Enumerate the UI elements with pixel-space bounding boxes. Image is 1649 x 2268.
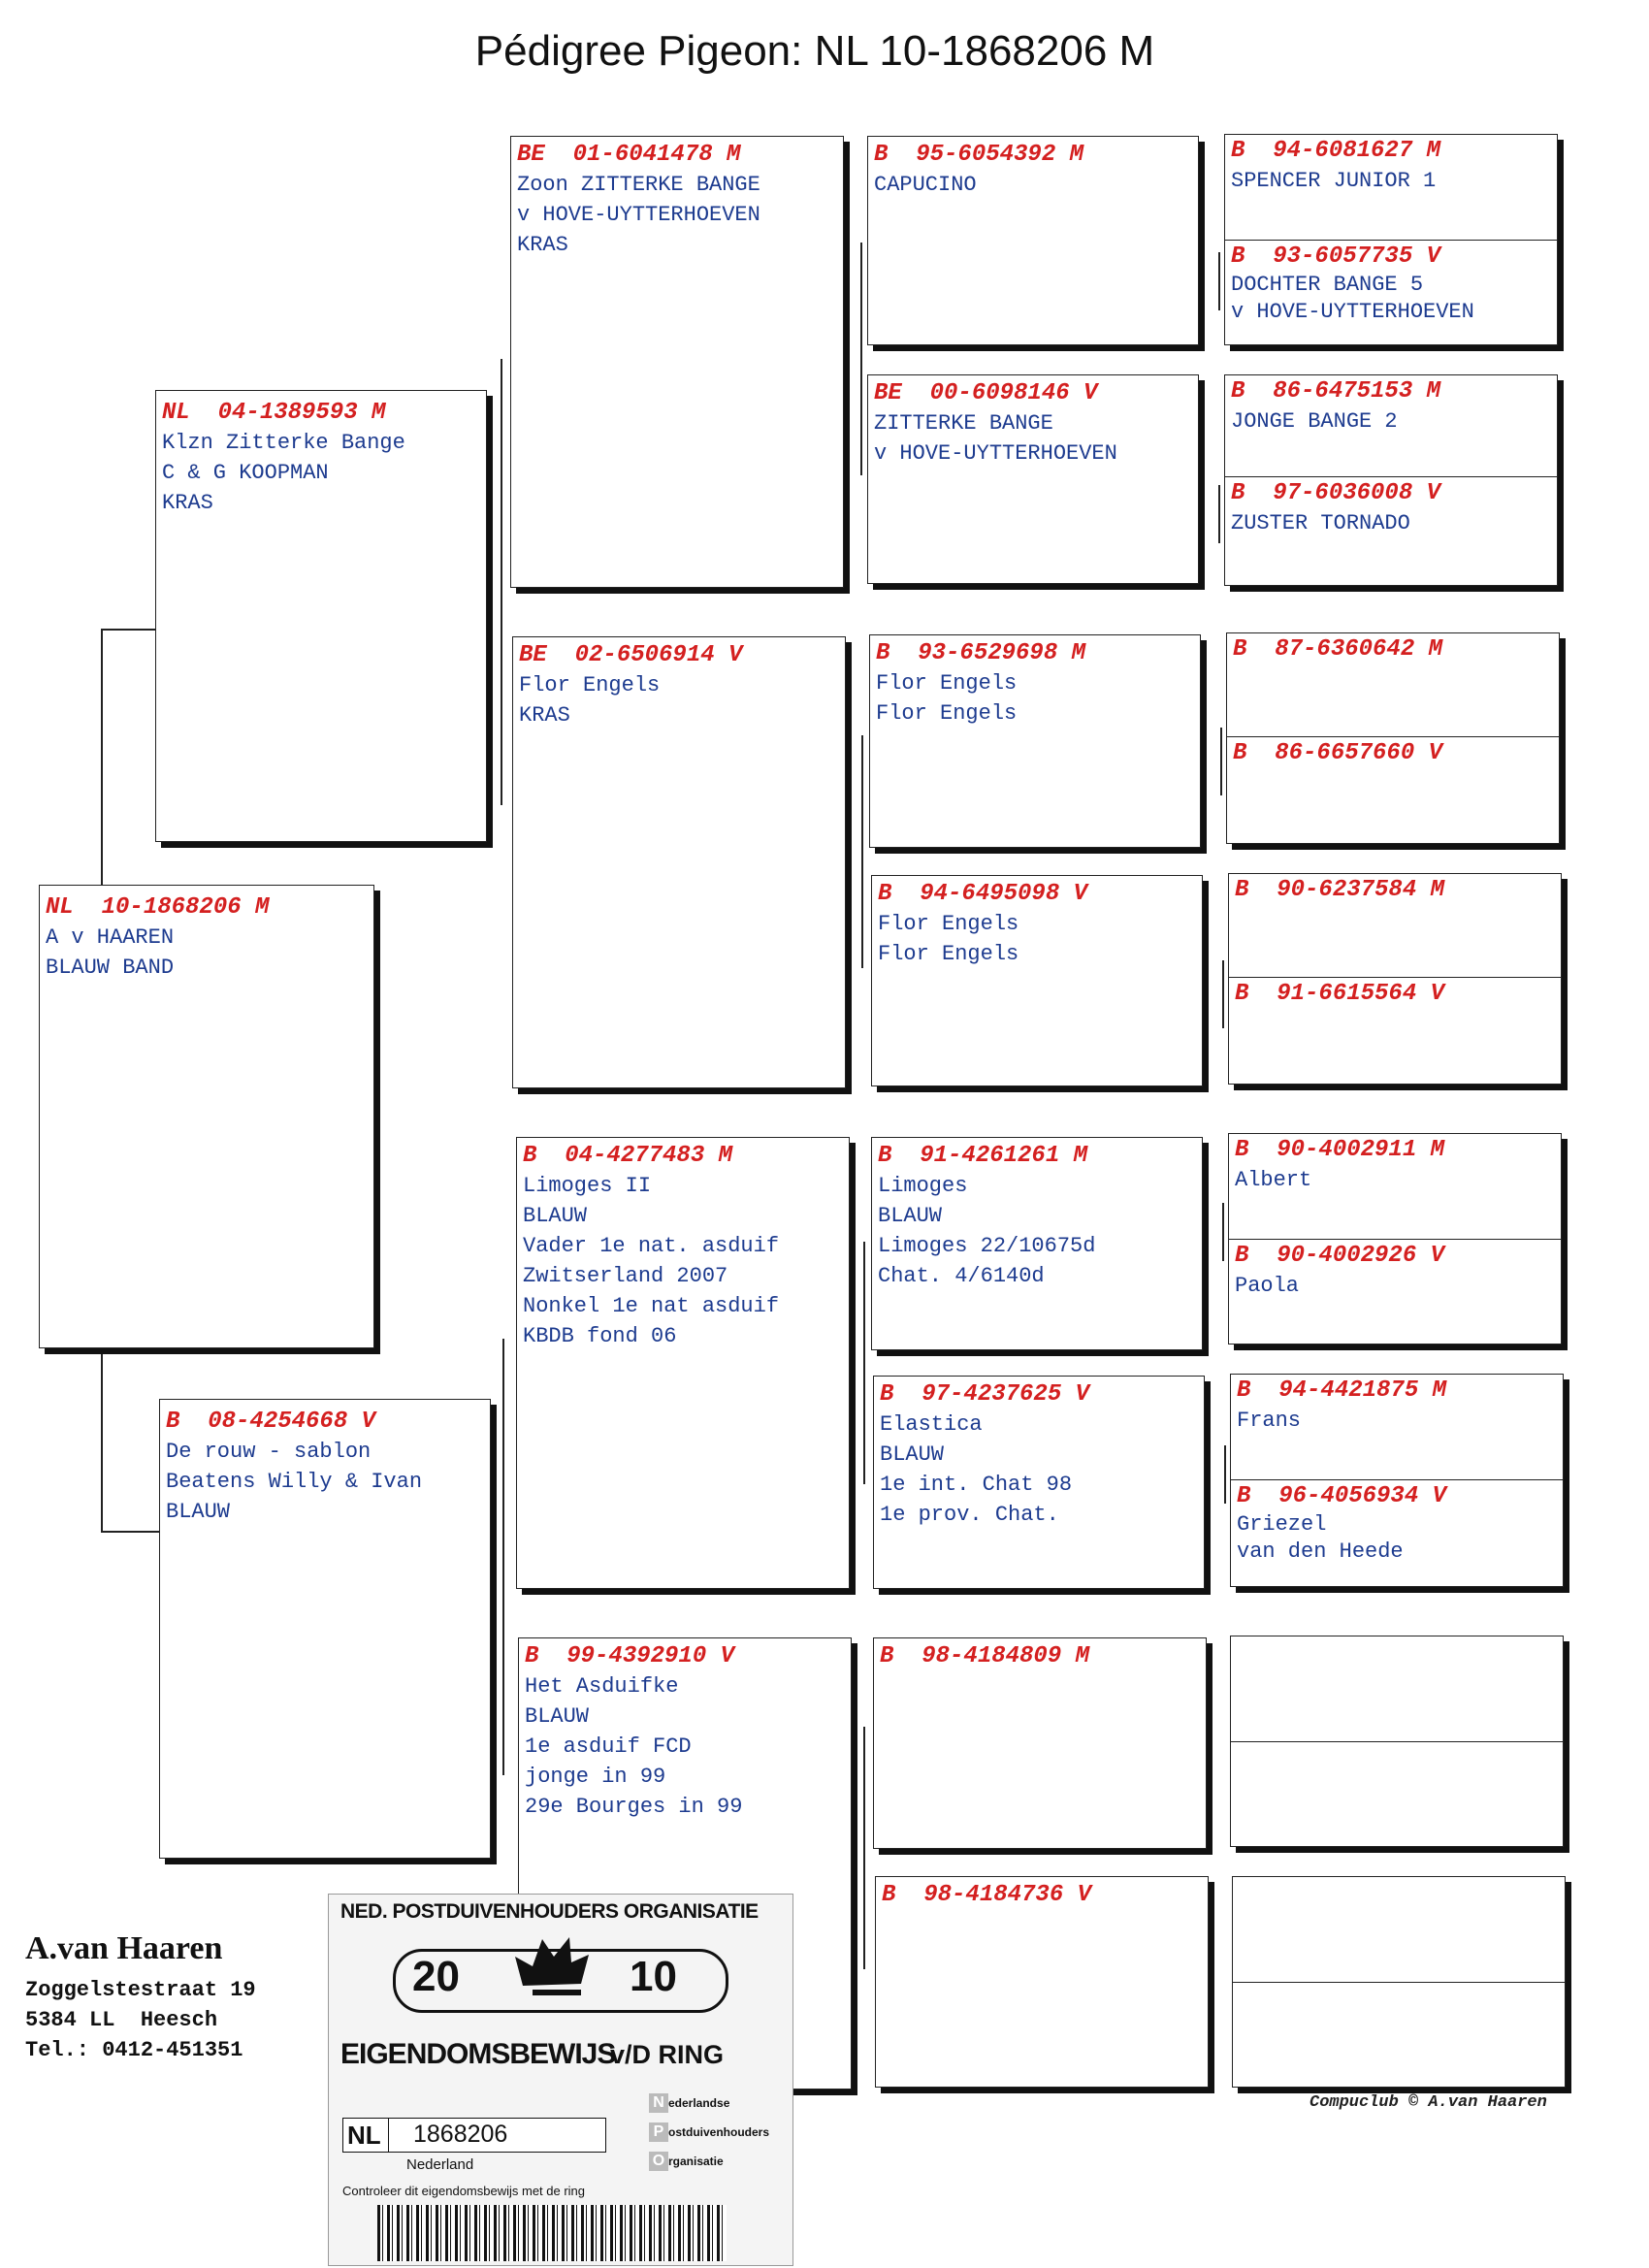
pigeon-line: KRAS	[162, 491, 213, 515]
pigeon-line: Elastica	[880, 1412, 983, 1437]
certificate-org: NED. POSTDUIVENHOUDERS ORGANISATIE	[340, 1900, 759, 1923]
address-line: Tel.: 0412-451351	[25, 2038, 243, 2062]
npo-o-text: rganisatie	[668, 2155, 724, 2168]
pigeon-line: BLAUW BAND	[46, 956, 175, 980]
pigeon-line: Griezel	[1237, 1512, 1327, 1537]
ownership-certificate	[328, 1894, 793, 2266]
pigeon-line: Limoges 22/10675d	[878, 1234, 1096, 1258]
pigeon-box-mf	[516, 1137, 850, 1589]
pigeon-line: Vader 1e nat. asduif	[523, 1234, 780, 1258]
pigeon-pair-box	[1228, 873, 1562, 1085]
ring-number: NL 04-1389593 M	[162, 400, 386, 426]
ring-number: B 99-4392910 V	[525, 1643, 735, 1669]
ring-number-field	[342, 2118, 606, 2153]
pigeon-line: KBDB fond 06	[523, 1324, 677, 1348]
pigeon-line: Beatens Willy & Ivan	[166, 1470, 423, 1494]
certificate-note: Controleer dit eigendomsbewijs met de ring	[342, 2184, 586, 2198]
pigeon-line: Zoon ZITTERKE BANGE	[517, 173, 760, 197]
ring-number: B 93-6529698 M	[876, 640, 1086, 666]
ring-number: B 90-4002911 M	[1235, 1137, 1445, 1163]
pigeon-line: v HOVE-UYTTERHOEVEN	[1231, 300, 1474, 324]
pigeon-line: BLAUW	[166, 1500, 231, 1524]
connector-line	[501, 359, 502, 805]
year-left: 20	[412, 1953, 460, 2000]
pigeon-line: DOCHTER BANGE 5	[1231, 273, 1424, 297]
barcode-icon	[377, 2205, 727, 2261]
pigeon-line: jonge in 99	[525, 1765, 666, 1789]
pigeon-line: C & G KOOPMAN	[162, 461, 329, 485]
pigeon-pair-box	[1232, 1876, 1566, 2088]
pigeon-line: Flor Engels	[878, 942, 1019, 966]
pigeon-line: Flor Engels	[876, 671, 1018, 696]
country-code: NL	[347, 2121, 381, 2150]
address-line: Zoggelstestraat 19	[25, 1978, 256, 2002]
ring-number: B 98-4184809 M	[880, 1643, 1090, 1669]
connector-line	[863, 1242, 865, 1484]
connector-line	[1220, 728, 1222, 795]
pigeon-line: 29e Bourges in 99	[525, 1795, 743, 1819]
page-title: Pédigree Pigeon: NL 10-1868206 M	[474, 27, 1155, 75]
pigeon-line: ZUSTER TORNADO	[1231, 511, 1410, 535]
pigeon-line: BLAUW	[525, 1704, 590, 1729]
certificate-heading-suffix: v/D RING	[610, 2040, 725, 2069]
ring-number: B 94-6081627 M	[1231, 138, 1441, 164]
pigeon-box-mmf	[873, 1637, 1207, 1849]
ring-number: B 93-6057735 V	[1231, 243, 1441, 270]
ring-number: B 97-6036008 V	[1231, 480, 1441, 506]
year-right: 10	[630, 1953, 677, 2000]
npo-p-line: P ostduivenhouders	[649, 2118, 785, 2147]
connector-line	[860, 243, 862, 475]
ring-number: B 86-6475153 M	[1231, 378, 1441, 405]
pigeon-line: Frans	[1237, 1409, 1302, 1433]
connector-line	[1224, 1445, 1226, 1504]
pigeon-line: Klzn Zitterke Bange	[162, 431, 405, 455]
pigeon-line: A v HAAREN	[46, 925, 175, 950]
ring-number: B 98-4184736 V	[882, 1882, 1092, 1908]
pigeon-line: Limoges	[878, 1174, 968, 1198]
address-line: 5384 LL Heesch	[25, 2008, 218, 2032]
npo-legend	[649, 2089, 785, 2176]
pigeon-line: Flor Engels	[876, 701, 1018, 726]
ring-number-value: 1868206	[413, 2121, 508, 2148]
pigeon-pair-box	[1226, 632, 1560, 844]
ring-number: B 94-4421875 M	[1237, 1377, 1447, 1404]
pigeon-box-mmm	[875, 1876, 1209, 2088]
pigeon-line: 1e int. Chat 98	[880, 1473, 1073, 1497]
pigeon-line: KRAS	[517, 233, 568, 257]
pigeon-box-fmm	[871, 875, 1203, 1086]
ring-number: B 90-4002926 V	[1235, 1243, 1445, 1269]
pigeon-line: van den Heede	[1237, 1539, 1404, 1564]
pigeon-line: Nonkel 1e nat asduif	[523, 1294, 780, 1318]
software-credit: Compuclub © A.van Haaren	[1310, 2093, 1547, 2112]
certificate-heading: EIGENDOMSBEWIJS	[340, 2038, 616, 2070]
pigeon-line: De rouw - sablon	[166, 1440, 372, 1464]
certificate-country: Nederland	[406, 2156, 474, 2173]
pigeon-line: BLAUW	[880, 1442, 945, 1467]
ring-number: B 97-4237625 V	[880, 1381, 1090, 1408]
npo-o-line: O rganisatie	[649, 2147, 785, 2176]
pigeon-box-mother	[159, 1399, 491, 1859]
ring-number: B 86-6657660 V	[1233, 740, 1443, 766]
ring-number: B 94-6495098 V	[878, 881, 1088, 907]
npo-p-text: ostduivenhouders	[668, 2125, 770, 2139]
ring-number: B 90-6237584 M	[1235, 877, 1445, 903]
connector-line	[1218, 485, 1220, 543]
pigeon-pair-box	[1228, 1133, 1562, 1345]
connector-line	[861, 735, 863, 968]
connector-line	[101, 629, 155, 631]
pigeon-line: BLAUW	[523, 1204, 588, 1228]
pigeon-line: v HOVE-UYTTERHOEVEN	[874, 441, 1117, 466]
connector-line	[1218, 252, 1220, 310]
pigeon-box-fff	[867, 136, 1199, 345]
pigeon-pair-box	[1230, 1374, 1564, 1587]
connector-line	[863, 1727, 865, 1969]
pigeon-line: Flor Engels	[519, 673, 661, 697]
pigeon-box-subject	[39, 885, 374, 1348]
pigeon-line: Limoges II	[523, 1174, 652, 1198]
pigeon-box-mff	[871, 1137, 1203, 1350]
connector-line	[101, 1531, 159, 1533]
pigeon-box-father	[155, 390, 487, 842]
ring-number: B 95-6054392 M	[874, 142, 1084, 168]
npo-n-text: ederlandse	[668, 2096, 730, 2110]
pigeon-line: SPENCER JUNIOR 1	[1231, 169, 1437, 193]
connector-line	[1222, 1203, 1224, 1261]
pigeon-line: Paola	[1235, 1274, 1300, 1298]
owner-address	[25, 1975, 256, 2065]
ring-number: NL 10-1868206 M	[46, 894, 270, 921]
pigeon-pair-box	[1224, 134, 1558, 345]
pigeon-box-ffm	[867, 374, 1199, 584]
ring-number: B 91-4261261 M	[878, 1143, 1088, 1169]
owner-name: A.van Haaren	[25, 1930, 223, 1966]
pigeon-line: Het Asduifke	[525, 1674, 679, 1699]
pigeon-line: 1e asduif FCD	[525, 1734, 692, 1759]
pigeon-line: BLAUW	[878, 1204, 943, 1228]
pigeon-line: Albert	[1235, 1168, 1312, 1192]
pigeon-line: Flor Engels	[878, 912, 1019, 936]
pigeon-box-fmf	[869, 634, 1201, 848]
ring-number: B 87-6360642 M	[1233, 636, 1443, 663]
ring-number: B 91-6615564 V	[1235, 981, 1445, 1007]
npo-n-line: N ederlandse	[649, 2089, 785, 2118]
pigeon-line: ZITTERKE BANGE	[874, 411, 1053, 436]
pigeon-line: Zwitserland 2007	[523, 1264, 728, 1288]
ring-number: B 96-4056934 V	[1237, 1483, 1447, 1509]
ring-number: B 04-4277483 M	[523, 1143, 733, 1169]
pigeon-box-mfm	[873, 1376, 1205, 1589]
pigeon-line: KRAS	[519, 703, 570, 728]
pigeon-box-ff	[510, 136, 844, 588]
pigeon-line: v HOVE-UYTTERHOEVEN	[517, 203, 760, 227]
pigeon-line: 1e prov. Chat.	[880, 1503, 1059, 1527]
pigeon-pair-box	[1224, 374, 1558, 586]
pigeon-box-fm	[512, 636, 846, 1088]
ring-number: B 08-4254668 V	[166, 1409, 376, 1435]
pigeon-line: CAPUCINO	[874, 173, 977, 197]
connector-line	[502, 1339, 504, 1775]
ring-number: BE 02-6506914 V	[519, 642, 743, 668]
pigeon-pair-box	[1230, 1636, 1564, 1847]
ring-number: BE 01-6041478 M	[517, 142, 741, 168]
pigeon-line: JONGE BANGE 2	[1231, 409, 1398, 434]
pigeon-line: Chat. 4/6140d	[878, 1264, 1045, 1288]
ring-number: BE 00-6098146 V	[874, 380, 1098, 406]
connector-line	[1222, 960, 1224, 1028]
